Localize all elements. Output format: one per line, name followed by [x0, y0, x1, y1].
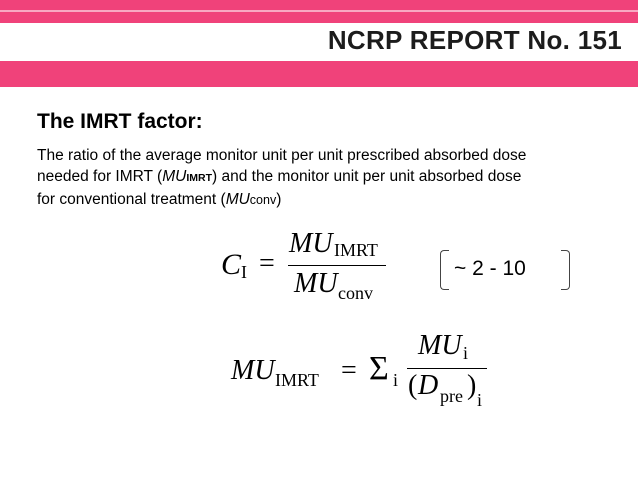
mu-subscript: IMRT	[186, 172, 212, 184]
eq1-numerator: MU	[289, 228, 333, 259]
definition-paragraph	[37, 145, 627, 211]
header-band-bottom	[0, 61, 638, 87]
eq1-denominator-subscript: conv	[338, 283, 373, 303]
mu-symbol: MU	[162, 168, 187, 185]
eq1-fraction-bar	[288, 265, 386, 266]
eq2-numerator: MU	[418, 330, 462, 361]
eq2-lhs-subscript: IMRT	[275, 370, 319, 390]
header-stripe	[0, 10, 638, 12]
header-band-top	[0, 0, 638, 23]
eq2-fraction-bar	[407, 368, 487, 369]
eq1-numerator-subscript: IMRT	[334, 240, 378, 260]
sigma-subscript: i	[393, 370, 399, 390]
mu-symbol: MU	[225, 191, 250, 208]
eq2-den-d: D	[418, 370, 439, 401]
paragraph-text: )	[276, 191, 282, 208]
mu-subscript: conv	[249, 193, 277, 207]
paragraph-line-1: The ratio of the average monitor unit per unit prescribed absorbed dose	[37, 147, 527, 164]
eq1-equals: =	[259, 248, 275, 279]
eq2-lhs: MU	[231, 355, 275, 386]
eq2-numerator-subscript: i	[463, 343, 469, 363]
paragraph-line-2	[37, 166, 627, 189]
eq2-den-open-paren: (	[408, 370, 418, 401]
eq1-lhs: C	[221, 248, 242, 281]
paragraph-text: ) and the monitor unit per unit absorbed dose	[212, 168, 522, 185]
eq2-den-outer-subscript: i	[477, 390, 483, 410]
paragraph-text: needed for IMRT (	[37, 168, 163, 185]
range-bracket-right	[561, 250, 570, 290]
eq2-equals: =	[341, 355, 357, 386]
eq1-lhs-subscript: I	[241, 262, 247, 282]
eq1-denominator: MU	[294, 268, 338, 299]
report-title: NCRP REPORT No. 151	[327, 25, 622, 55]
paragraph-text: for conventional treatment (	[37, 191, 226, 208]
sigma-symbol: Σ	[369, 350, 389, 387]
imrt-factor-range: ~ 2 - 10	[454, 257, 526, 280]
range-bracket-left	[440, 250, 449, 290]
eq2-den-subscript: pre	[440, 386, 463, 406]
slide-heading: The IMRT factor:	[37, 110, 203, 133]
paragraph-line-3	[37, 189, 627, 211]
eq2-den-close-paren: )	[467, 370, 477, 401]
